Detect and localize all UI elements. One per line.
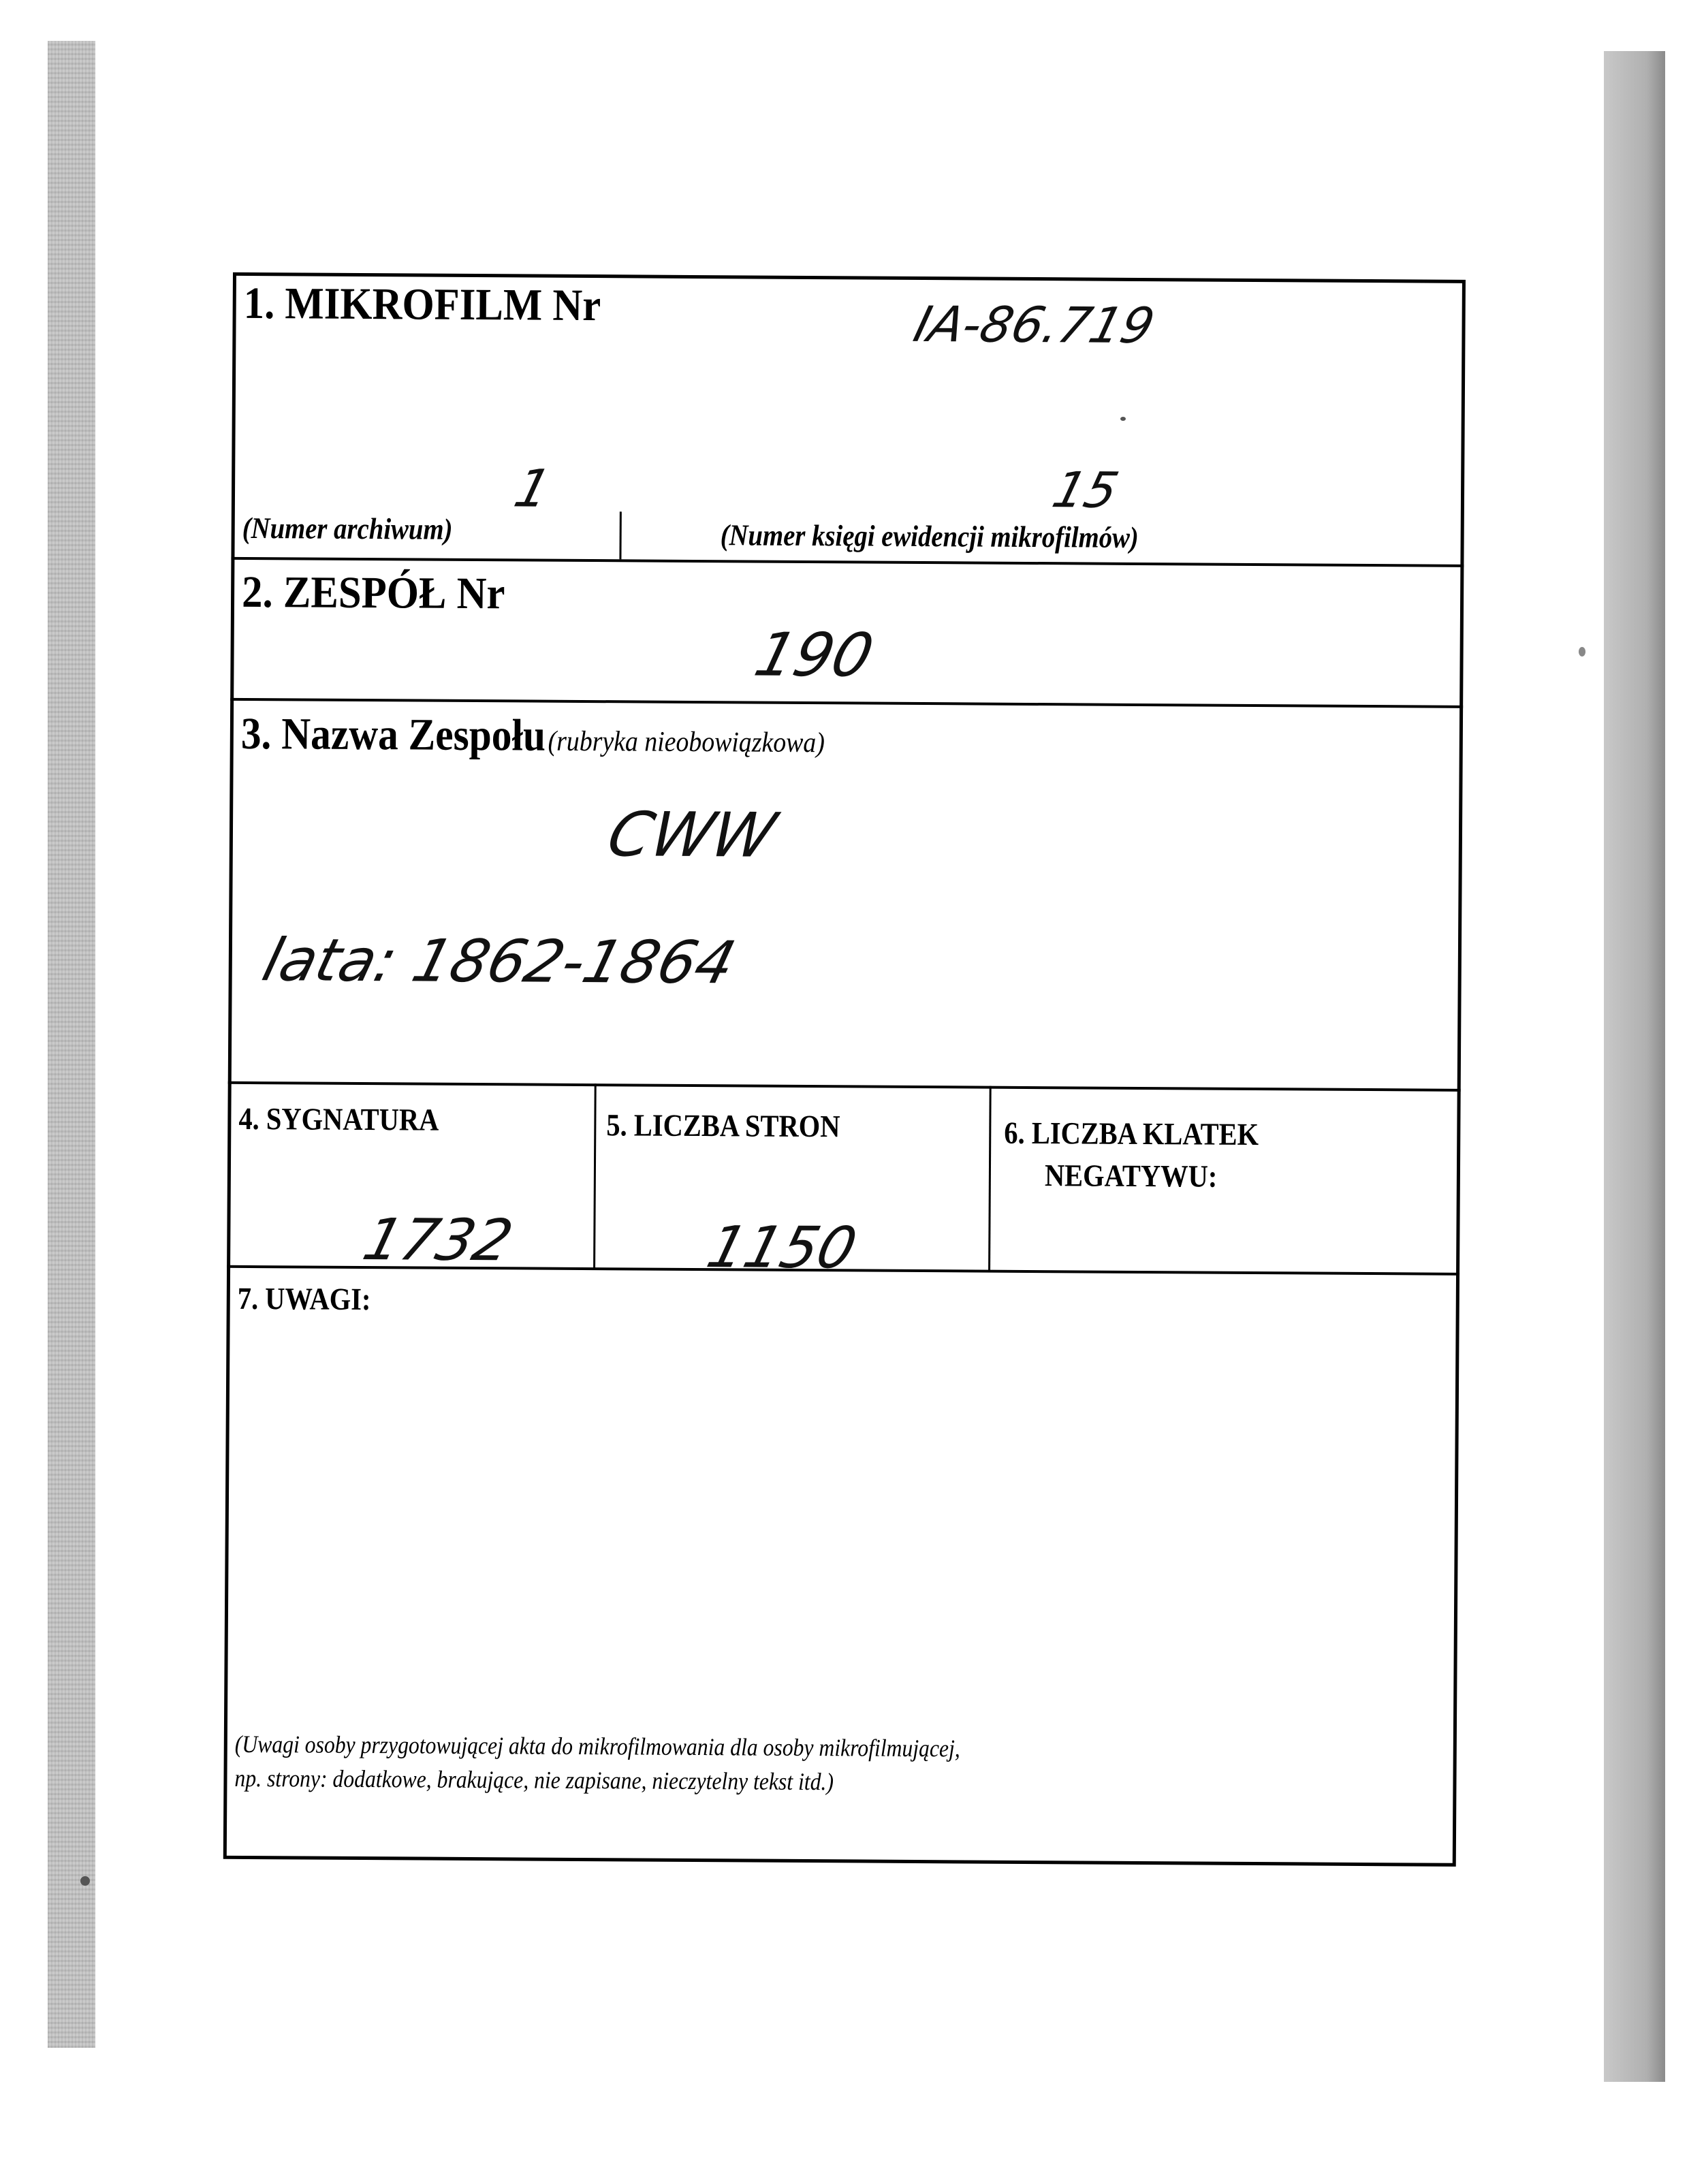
remarks-help-line1: (Uwagi osoby przygotowującej akta do mikrofilmowania dla osoby mikrofilmującej, [234, 1730, 960, 1762]
microfilm-form [234, 272, 1471, 1796]
fonds-name-value[interactable]: CWW [600, 799, 783, 872]
archive-number-value[interactable]: 1 [508, 458, 557, 519]
page-count-value[interactable]: 1150 [700, 1214, 864, 1282]
register-number-caption: (Numer księgi ewidencji mikrofilmów) [720, 518, 1139, 554]
negative-frames-label-line1: 6. LICZBA KLATEK [1004, 1115, 1259, 1152]
fonds-number-label: 2. ZESPÓŁ Nr [241, 567, 505, 619]
fonds-years-value[interactable]: lata: 1862-1864 [256, 926, 742, 998]
fonds-number-value[interactable]: 190 [748, 619, 881, 691]
microfilm-number-label: 1. MIKROFILM Nr [243, 278, 601, 331]
remarks-label: 7. UWAGI: [237, 1280, 371, 1317]
fonds-name-optional-note: (rubryka nieobowiązkowa) [548, 725, 825, 759]
scan-edge-left [48, 41, 95, 2048]
fonds-name-label: 3. Nazwa Zespołu [240, 708, 546, 761]
scan-edge-right [1604, 51, 1665, 2082]
scan-speck [1579, 647, 1585, 656]
signature-value[interactable]: 1732 [356, 1206, 520, 1274]
remarks-help-line2: np. strony: dodatkowe, brakujące, nie zapisane, nieczytelny tekst itd.) [234, 1764, 834, 1796]
page-count-label: 5. LICZBA STRON [606, 1107, 840, 1144]
signature-label: 4. SYGNATURA [238, 1101, 439, 1137]
register-number-value[interactable]: 15 [1047, 461, 1124, 519]
negative-frames-label-line2: NEGATYWU: [1044, 1158, 1218, 1194]
microfilm-number-value[interactable]: IA-86.719 [908, 296, 1161, 355]
scan-speck [80, 1876, 90, 1886]
archive-number-caption: (Numer archiwum) [242, 511, 453, 546]
fonds-name-heading [241, 708, 825, 763]
caption-divider [619, 511, 621, 559]
